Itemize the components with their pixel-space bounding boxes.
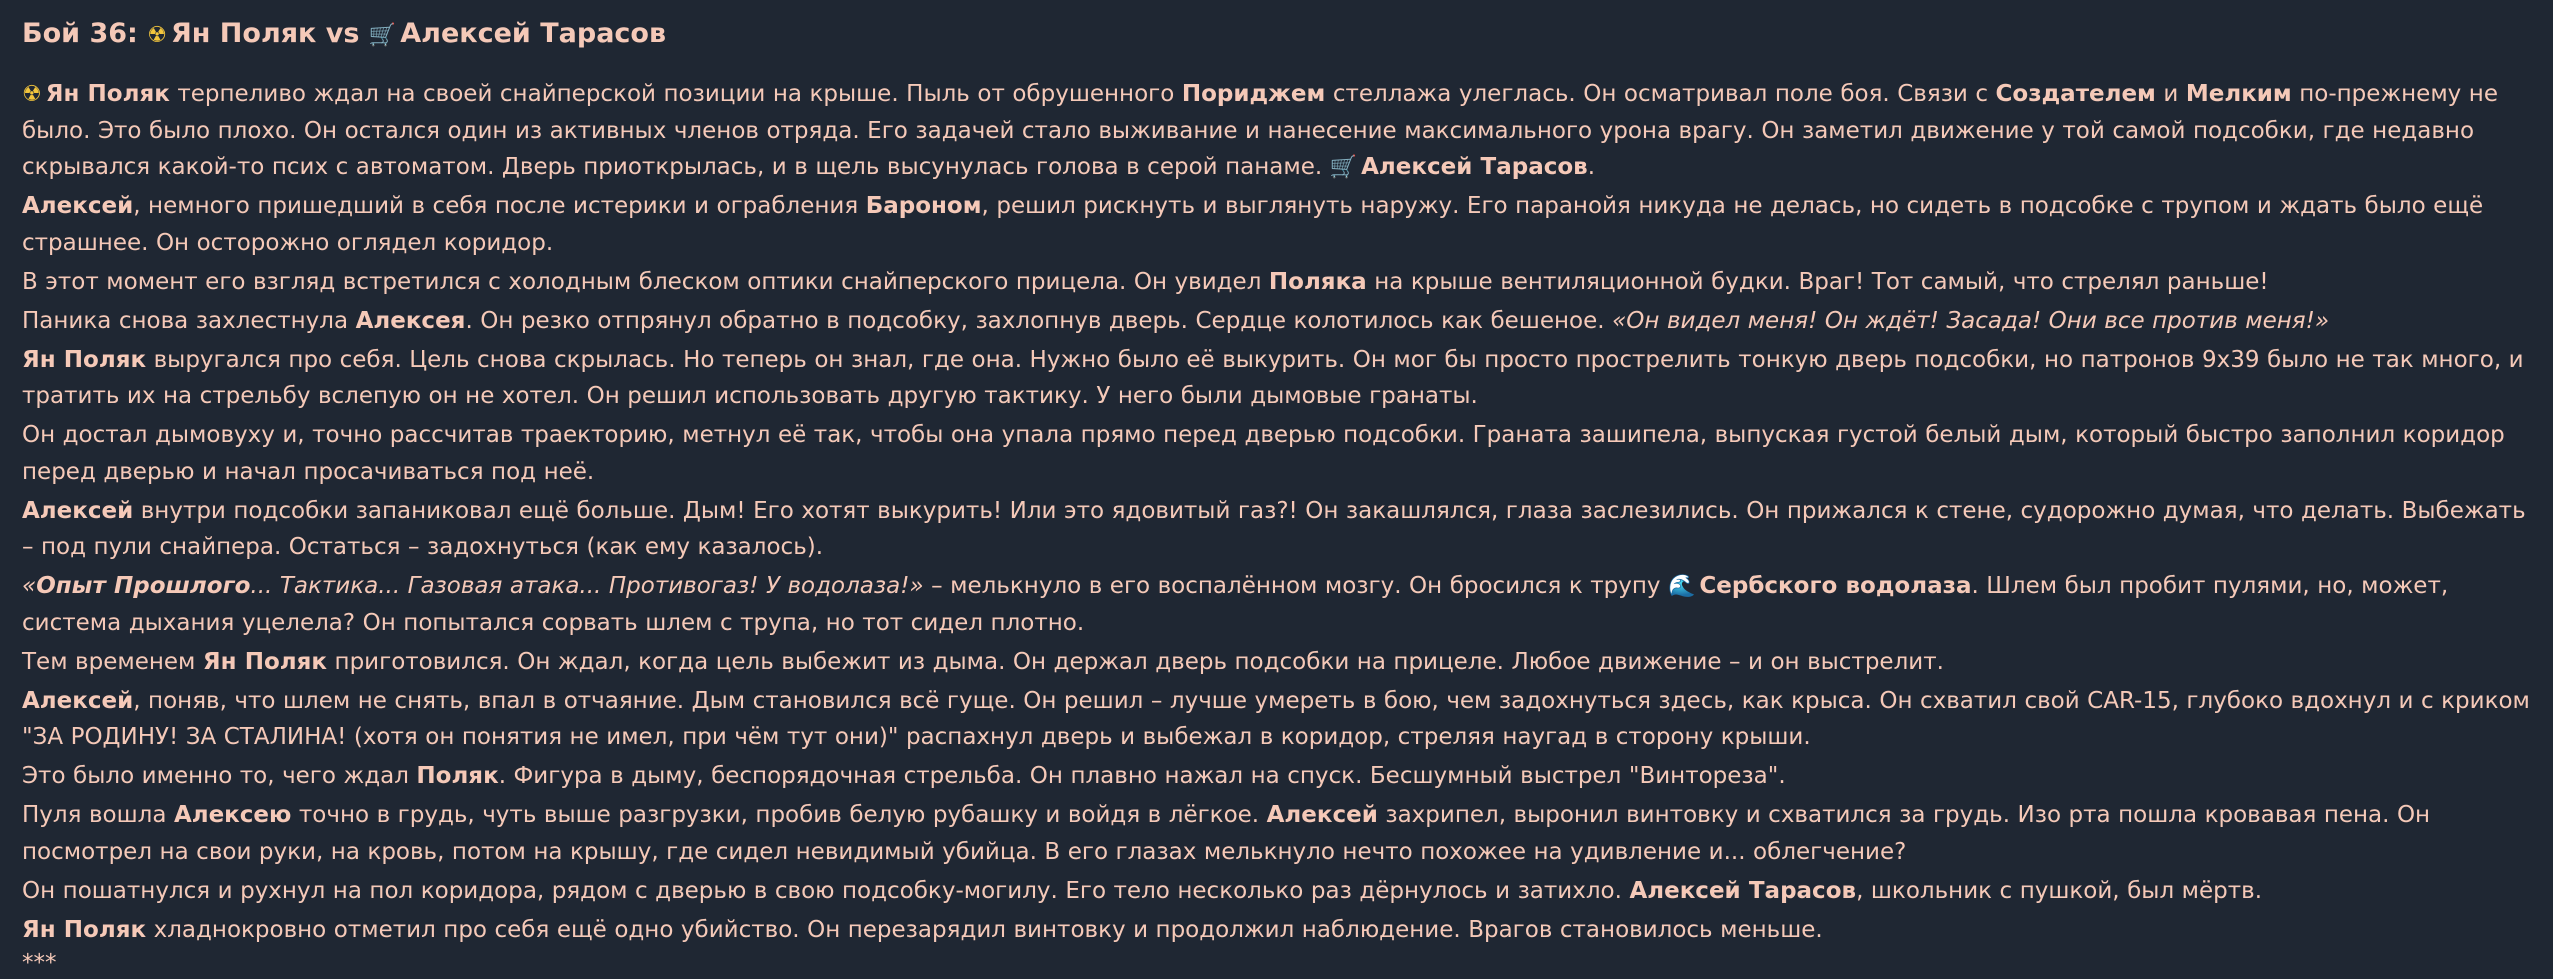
title-prefix: Бой 36: bbox=[22, 18, 148, 49]
story-text: «Он видел меня! Он ждёт! Засада! Они все против меня!» bbox=[1612, 307, 2330, 334]
story-text: на крыше вентиляционной будки. Враг! Тот самый, что стрелял раньше! bbox=[1366, 268, 2269, 295]
battle-title bbox=[22, 14, 2538, 54]
story-text: Он пошатнулся и рухнул на пол коридора, рядом с дверью в свою подсобку-могилу. Его тело несколько раз дёрнулось и затихло. bbox=[22, 877, 1630, 904]
story-text: терпеливо ждал на своей снайперской позиции на крыше. Пыль от обрушенного bbox=[169, 81, 1182, 107]
story-text: захрипел, выронил винтовку и схватился за грудь. Изо рта пошла кровавая пена. Он посмотрел на свои руки, на кровь, потом на крышу, где сидел невидимый убийца. В его глазах мелькнуло нечто похожее на удивление и... облегчение? bbox=[22, 802, 2431, 865]
story-text: и bbox=[2155, 81, 2186, 107]
story-text: В этот момент его взгляд встретился с холодным блеском оптики снайперского прицела. Он увидел bbox=[22, 268, 1269, 295]
radioactive-icon: ☢ bbox=[22, 82, 42, 107]
story-text: , школьник с пушкой, был мёртв. bbox=[1856, 877, 2263, 904]
story-paragraph bbox=[22, 912, 2538, 949]
fighter1-name: Ян Поляк bbox=[170, 18, 317, 49]
wave-icon: 🌊 bbox=[1668, 574, 1696, 599]
story-paragraph bbox=[22, 264, 2538, 301]
section-separator: *** bbox=[22, 949, 57, 976]
character-name: Ян Поляк bbox=[202, 648, 328, 675]
story-paragraph bbox=[22, 342, 2538, 415]
story-text: приготовился. Он ждал, когда цель выбежит из дыма. Он держал дверь подсобки на прицеле. Любое движение – и он выстрелит. bbox=[327, 648, 1944, 675]
story-paragraph bbox=[22, 758, 2538, 795]
character-name: Ян Поляк bbox=[22, 916, 147, 943]
story-paragraph bbox=[22, 873, 2538, 910]
story-text: Опыт Прошлого bbox=[36, 573, 251, 599]
story-text: по-прежнему не было. Это было плохо. Он остался один из активных членов отряда. Его задачей стало выживание и нанесение максимального урона врагу. Он заметил движение у той самой подсобки, где недавно скрывался какой-то псих с автоматом. Дверь приоткрылась, и в щель высунулась голова в серой панаме. bbox=[22, 81, 2498, 180]
battle-log bbox=[22, 14, 2538, 975]
story-text: « bbox=[22, 573, 37, 599]
story-paragraph bbox=[22, 303, 2538, 340]
story-text: ... Тактика... Газовая атака... Противогаз! У водолаза!» bbox=[250, 573, 924, 599]
character-name: Ян Поляк bbox=[22, 346, 147, 373]
story-text: выругался про себя. Цель снова скрылась. Но теперь он знал, где она. Нужно было её выкурить. Он мог бы просто прострелить тонкую дверь подсобки, но патронов 9х39 было не так много, и тратить их на стрельбу вслепую он не хотел. Он решил использовать другую тактику. У него были дымовые гранаты. bbox=[22, 346, 2524, 409]
story-text: Это было именно то, чего ждал bbox=[22, 763, 417, 789]
story-text: . Фигура в дыму, беспорядочная стрельба. Он плавно нажал на спуск. Бесшумный выстрел "Винтореза". bbox=[498, 763, 1786, 789]
character-name: Пориджем bbox=[1181, 81, 1326, 107]
character-name: Сербского водолаза bbox=[1699, 573, 1972, 599]
character-name: Поляка bbox=[1268, 268, 1367, 295]
story-text: Он достал дымовуху и, точно рассчитав траекторию, метнул её так, чтобы она упала прямо перед дверью подсобки. Граната зашипела, выпуская густой белый дым, который быстро заполнил коридор перед дверью и начал просачиваться под неё. bbox=[22, 422, 2505, 485]
story-paragraph bbox=[22, 493, 2538, 566]
story-paragraph bbox=[22, 568, 2538, 641]
shopping-cart-icon: 🛒 bbox=[1329, 155, 1358, 180]
fighter2-name: Алексей Тарасов bbox=[400, 18, 667, 49]
character-name: Алексей Тарасов bbox=[1361, 154, 1588, 180]
character-name: Ян Поляк bbox=[45, 81, 170, 107]
shopping-cart-icon: 🛒 bbox=[368, 23, 397, 48]
story-text: стеллажа улеглась. Он осматривал поле боя. Связи с bbox=[1325, 81, 1996, 107]
story-text: , решил рискнуть и выглянуть наружу. Его паранойя никуда не делась, но сидеть в подсобке с трупом и ждать было ещё страшнее. Он осторожно оглядел коридор. bbox=[22, 193, 2484, 256]
character-name: Алексей bbox=[1266, 802, 1378, 828]
character-name: Мелким bbox=[2185, 81, 2292, 107]
story-text: , поняв, что шлем не снять, впал в отчаяние. Дым становился всё гуще. Он решил – лучше умереть в бою, чем задохнуться здесь, как крыса. Он схватил свой CAR-15, глубоко вдохнул и с криком "ЗА РОДИНУ! ЗА СТАЛИНА! (хотя он понятия не имел, при чём тут они)" распахнул дверь и выбежал в коридор, стреляя наугад в сторону крыши. bbox=[22, 687, 2530, 750]
story-text: Пуля вошла bbox=[22, 802, 174, 828]
story-text: точно в грудь, чуть выше разгрузки, пробив белую рубашку и войдя в лёгкое. bbox=[291, 802, 1267, 828]
story-paragraph bbox=[22, 683, 2538, 756]
character-name: Поляк bbox=[416, 763, 499, 789]
character-name: Алексей bbox=[22, 193, 134, 219]
story-text: . Шлем был пробит пулями, но, может, система дыхания уцелела? Он попытался сорвать шлем с трупа, но тот сидел плотно. bbox=[22, 573, 2449, 636]
story-text: хладнокровно отметил про себя ещё одно убийство. Он перезарядил винтовку и продолжил наблюдение. Врагов становилось меньше. bbox=[146, 916, 1823, 943]
character-name: Алексей bbox=[22, 687, 134, 714]
story-text: внутри подсобки запаниковал ещё больше. Дым! Его хотят выкурить! Или это ядовитый газ?! Он закашлялся, глаза заслезились. Он прижался к стене, судорожно думая, что делать. Выбежать – под пули снайпера. Остаться – задохнуться (как ему казалось). bbox=[22, 497, 2526, 560]
story-body bbox=[22, 76, 2538, 948]
story-paragraph bbox=[22, 644, 2538, 681]
story-text: . Он резко отпрянул обратно в подсобку, захлопнув дверь. Сердце колотилось как бешеное. bbox=[465, 307, 1613, 334]
story-text: – мелькнуло в его воспалённом мозгу. Он бросился к трупу bbox=[923, 573, 1669, 599]
story-paragraph bbox=[22, 417, 2538, 490]
story-text: Паника снова захлестнула bbox=[22, 307, 356, 334]
story-paragraph bbox=[22, 797, 2538, 870]
character-name: Алексей bbox=[22, 497, 134, 524]
character-name: Алексея bbox=[355, 307, 466, 334]
story-text: , немного пришедший в себя после истерики и ограбления bbox=[133, 193, 866, 219]
character-name: Бароном bbox=[865, 193, 982, 219]
story-paragraph bbox=[22, 76, 2538, 186]
character-name: Создателем bbox=[1995, 81, 2156, 107]
story-paragraph bbox=[22, 188, 2538, 261]
character-name: Алексей Тарасов bbox=[1629, 877, 1857, 904]
story-text: Тем временем bbox=[22, 648, 203, 675]
title-vs: vs bbox=[316, 18, 369, 49]
radioactive-icon: ☢ bbox=[147, 23, 167, 48]
story-text: . bbox=[1587, 154, 1596, 180]
character-name: Алексею bbox=[173, 802, 292, 828]
